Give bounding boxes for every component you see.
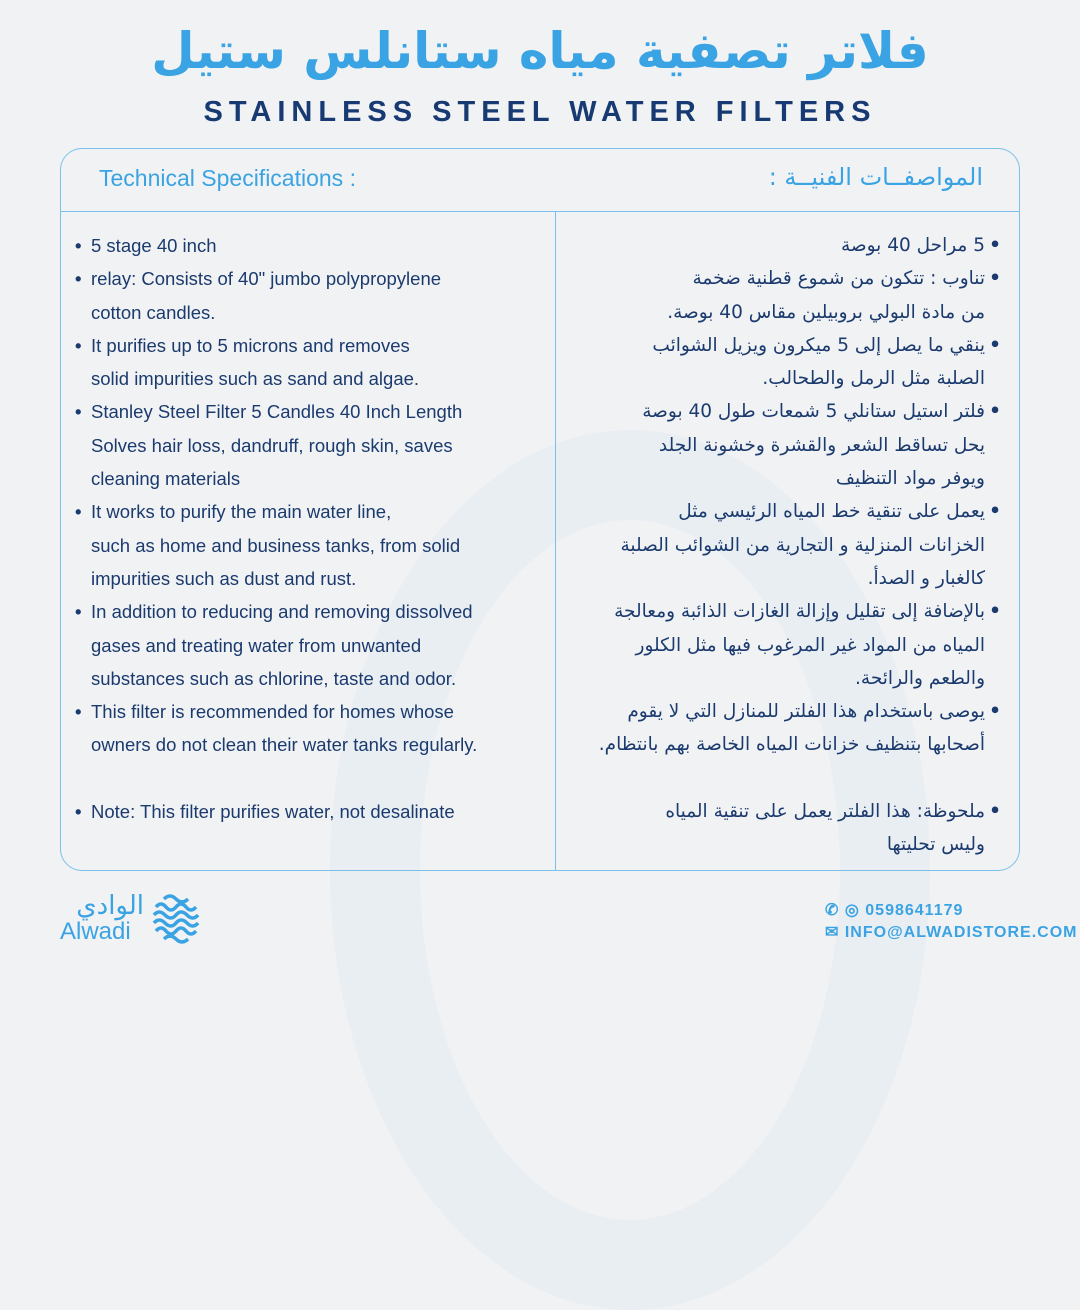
specs-list-english [75,229,545,828]
spec-line [561,562,1001,595]
spec-line [561,262,1001,295]
header-divider [61,211,1019,212]
bullet-icon: • [989,401,1001,423]
spec-line [75,529,545,562]
spec-line [561,695,1001,728]
waves-icon [150,893,202,945]
spec-text: الخزانات المنزلية و التجارية من الشوائب الصلبة [620,534,985,556]
spec-line [75,595,545,628]
alwadi-logo [60,893,144,945]
specs-heading-english: Technical Specifications : [99,165,356,191]
spec-text: ويوفر مواد التنظيف [835,468,985,490]
spec-text: وليس تحليتها [886,834,985,856]
spec-text: Solves hair loss, dandruff, rough skin, saves [91,434,453,456]
bullet-icon: • [989,701,1001,723]
spec-text: ينقي ما يصل إلى 5 ميكرون ويزيل الشوائب [652,334,985,356]
bullet-icon: • [75,235,82,256]
bullet-icon: • [75,601,82,623]
column-divider [555,211,556,870]
bullet-icon: • [75,501,82,523]
spec-text: من مادة البولي بروبيلين مقاس 40 بوصة. [667,301,985,323]
phone-row [825,900,1078,922]
spec-line [561,728,1001,761]
spec-line [561,462,1001,495]
bullet-icon: • [989,268,1001,290]
spec-line [75,429,545,462]
spec-text: Stanley Steel Filter 5 Candles 40 Inch Length [91,401,463,423]
spec-line [75,495,545,528]
phone-number[interactable]: 0598641179 [865,902,964,919]
spec-text: It purifies up to 5 microns and removes [91,334,410,356]
spec-text: يحل تساقط الشعر والقشرة وخشونة الجلد [658,434,985,456]
bullet-icon: • [75,334,82,356]
spec-text: تناوب : تتكون من شموع قطنية ضخمة [692,268,985,290]
spec-line [75,728,545,761]
spec-line [561,362,1001,395]
spec-text: 5 مراحل 40 بوصة [840,235,985,256]
spec-text: يوصى باستخدام هذا الفلتر للمنازل التي لا يقوم [627,701,985,723]
spec-line [561,629,1001,662]
specs-heading-arabic: المواصفــات الفنيــة : [768,163,983,191]
spec-line [75,462,545,495]
bullet-icon: • [75,701,82,723]
page-title-arabic: فلاتر تصفية مياه ستانلس ستيل [151,22,929,80]
spec-text: owners do not clean their water tanks regularly. [91,734,478,756]
mail-icon: ✉ [825,924,840,941]
spec-text: الصلبة مثل الرمل والطحالب. [762,368,985,390]
spec-line [75,695,545,728]
spec-text: gases and treating water from unwanted [91,634,422,656]
spec-line [561,495,1001,528]
email-row [825,922,1078,944]
spec-line [561,595,1001,628]
phone-icon: ✆ [825,902,840,919]
specifications-panel [60,148,1020,871]
spec-text: substances such as chlorine, taste and odor. [91,667,457,689]
spec-text: كالغبار و الصدأ. [867,567,985,589]
spec-line [75,629,545,662]
bullet-icon: • [75,800,82,822]
spec-line [75,229,545,262]
email-address[interactable]: INFO@ALWADISTORE.COM [844,924,1078,941]
spec-text: يعمل على تنقية خط المياه الرئيسي مثل [678,501,985,523]
spec-line [561,329,1001,362]
spec-text: والطعم والرائحة. [855,667,985,689]
logo-text-english: Alwadi [60,918,131,945]
bullet-icon: • [989,334,1001,356]
spec-text: solid impurities such as sand and algae. [91,368,420,390]
spec-text: relay: Consists of 40" jumbo polypropylene [91,268,442,290]
spec-text: cleaning materials [91,468,241,490]
bullet-icon: • [989,501,1001,523]
spec-line [75,395,545,428]
spacer [561,762,1001,795]
spec-text: Note: This filter purifies water, not desalinate [91,800,455,822]
spec-line [75,362,545,395]
contact-info [825,900,1078,944]
spec-text: cotton candles. [91,301,216,323]
spec-text: It works to purify the main water line, [91,501,392,523]
bullet-icon: • [989,800,1001,822]
spec-line [75,262,545,295]
bullet-icon: • [75,268,82,290]
spec-line [75,662,545,695]
spacer [75,762,545,795]
spec-text: ملحوظة: هذا الفلتر يعمل على تنقية المياه [665,800,985,822]
spec-text: المياه من المواد غير المرغوب فيها مثل الكلور [635,634,985,656]
bullet-icon: • [75,401,82,423]
bullet-icon: • [989,601,1001,623]
spec-line [75,329,545,362]
spec-text: فلتر استيل ستانلي 5 شمعات طول 40 بوصة [642,401,985,423]
spec-text: أصحابها بتنظيف خزانات المياه الخاصة بهم بانتظام. [598,734,985,756]
spec-text: such as home and business tanks, from solid [91,534,461,556]
spec-text: بالإضافة إلى تقليل وإزالة الغازات الذائبة ومعالجة [614,601,985,623]
page-title-english: STAINLESS STEEL WATER FILTERS [203,96,877,128]
spec-line [561,828,1001,861]
spec-line [561,395,1001,428]
spec-text: impurities such as dust and rust. [91,567,357,589]
bullet-icon: • [989,235,1001,256]
whatsapp-icon: ◎ [844,902,860,919]
spec-text: This filter is recommended for homes whose [91,701,454,723]
specs-list-arabic [561,229,1001,861]
spec-text: 5 stage 40 inch [91,235,217,256]
spec-line [561,529,1001,562]
spec-line [561,429,1001,462]
spec-line [561,229,1001,262]
spec-line [561,795,1001,828]
spec-text: In addition to reducing and removing dissolved [91,601,473,623]
spec-line [75,795,545,828]
spec-line [75,562,545,595]
spec-line [561,296,1001,329]
spec-line [561,662,1001,695]
spec-line [75,296,545,329]
logo-text-arabic: الوادي [76,891,144,921]
